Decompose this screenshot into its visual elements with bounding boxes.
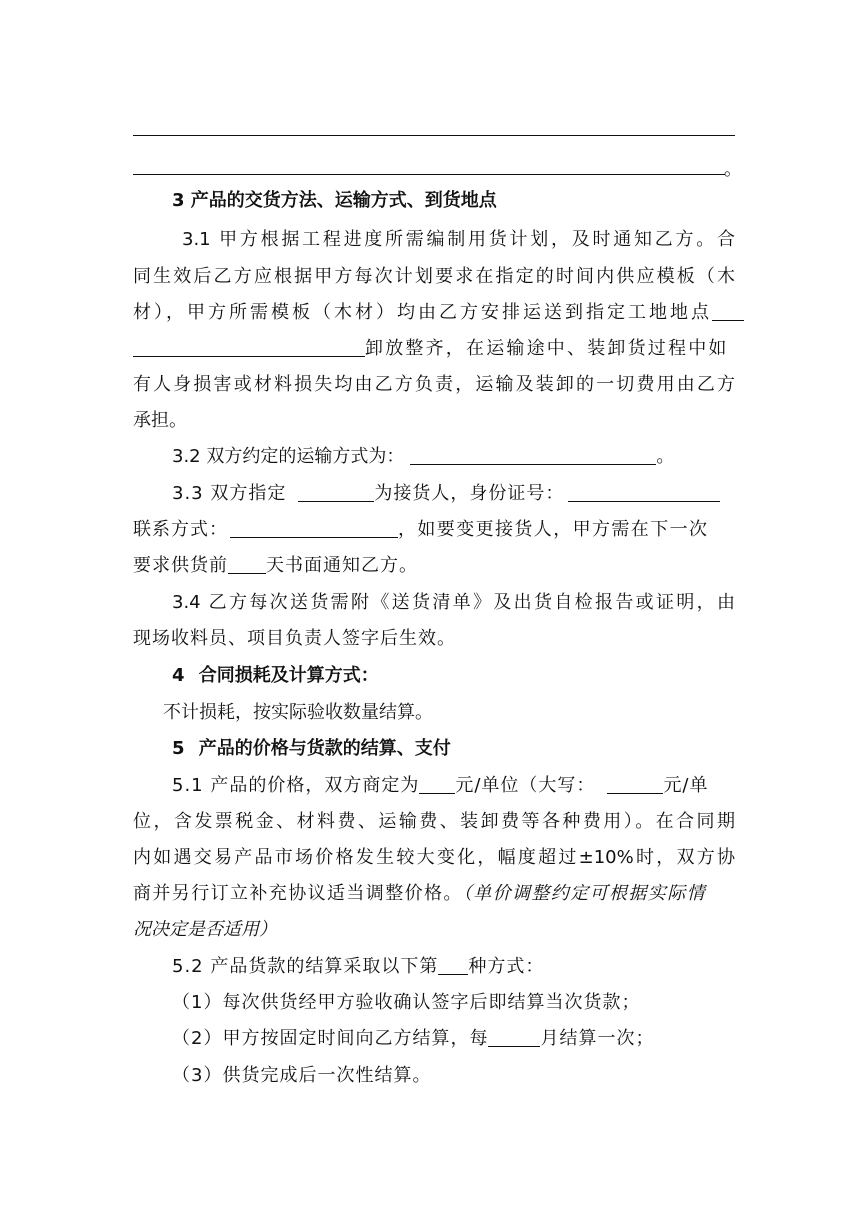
p51-line-3: 内如遇交易产品市场价格发生较大变化，幅度超过±10%时，双方协 [133, 847, 735, 868]
blank-unit-price [419, 775, 455, 794]
p33-label-4: ，如要变更接货人，甲方需在下一次 [398, 519, 709, 540]
p52-option-2-end: 月结算一次； [540, 1028, 655, 1049]
p31-line-4-text: 卸放整齐，在运输途中、装卸货过程中如 [365, 338, 729, 359]
p52-option-2-text: （2）甲方按固定时间向乙方结算，每 [172, 1028, 489, 1049]
p34-line-1: 3.4 乙方每次送货需附《送货清单》及出货自检报告或证明，由 [172, 592, 735, 613]
p51-label-3: 元/单 [663, 775, 709, 796]
p52-label-1: 5.2 产品货款的结算采取以下第 [172, 956, 439, 977]
blank-line-top-1 [133, 135, 735, 136]
p52-line-1 [172, 954, 544, 980]
p32-end: 。 [656, 446, 675, 467]
p33-line-1 [172, 481, 720, 507]
p51-label-2: 元/单位（大写： [455, 775, 596, 796]
section-4-body: 不计损耗，按实际验收数量结算。 [163, 702, 433, 723]
blank-unit-price-words [607, 775, 663, 794]
blank-site-address-1 [712, 302, 744, 321]
p31-line-6: 承担。 [133, 410, 187, 431]
p32-label: 3.2 双方约定的运输方式为： [172, 446, 405, 467]
p51-line-4 [133, 881, 706, 907]
blank-contact [230, 519, 398, 538]
p51-label-1: 5.1 产品的价格，双方商定为 [172, 775, 420, 796]
p33-label-1: 3.3 双方指定 [172, 483, 287, 504]
p31-line-5: 有人身损害或材料损失均由乙方负责，运输及装卸的一切费用由乙方 [133, 374, 735, 395]
blank-receiver-name [298, 483, 374, 502]
p33-label-3: 联系方式： [133, 519, 228, 540]
p33-label-2: 为接货人，身份证号： [374, 483, 565, 504]
end-mark: 。 [724, 159, 742, 180]
blank-id-number [568, 483, 720, 502]
p31-line-1: 3.1 甲方根据工程进度所需编制用货计划，及时通知乙方。合 [182, 229, 735, 250]
p33-label-5: 要求供货前 [133, 555, 228, 576]
blank-method-number [438, 956, 468, 975]
p52-option-1: （1）每次供货经甲方验收确认签字后即结算当次货款； [172, 992, 641, 1013]
blank-transport-method [410, 446, 656, 465]
p31-line-4 [133, 336, 729, 362]
section-4-heading: 4 合同损耗及计算方式： [172, 665, 379, 686]
section-5-heading: 5 产品的价格与货款的结算、支付 [172, 738, 451, 759]
p51-text: 商并另行订立补充协议适当调整价格。 [133, 883, 463, 904]
section-3-heading: 3 产品的交货方法、运输方式、到货地点 [172, 190, 497, 211]
blank-site-address-2 [133, 338, 365, 357]
p51-line-2: 位，含发票税金、材料费、运输费、装卸费等各种费用）。在合同期 [133, 811, 735, 832]
p34-line-2: 现场收料员、项目负责人签字后生效。 [133, 628, 456, 649]
blank-notice-days [228, 555, 266, 574]
p52-option-2 [172, 1026, 654, 1052]
p51-line-5: 况决定是否适用） [133, 919, 277, 940]
p32-line [172, 444, 674, 470]
p33-line-2 [133, 517, 708, 543]
p51-line-1 [172, 773, 709, 799]
p51-note-1: （单价调整约定可根据实际情 [462, 883, 707, 904]
p52-label-2: 种方式： [468, 956, 545, 977]
blank-line-top-2 [133, 174, 725, 175]
p31-line-3 [133, 300, 744, 326]
p33-line-3 [133, 553, 418, 579]
p31-line-3-text: 材），甲方所需模板（木材）均由乙方安排运送到指定工地地点 [133, 302, 712, 323]
p33-label-6: 天书面通知乙方。 [266, 555, 418, 576]
p52-option-3: （3）供货完成后一次性结算。 [172, 1065, 432, 1086]
p31-line-2: 同生效后乙方应根据甲方每次计划要求在指定的时间内供应模板（木 [133, 266, 735, 287]
blank-months [488, 1028, 540, 1047]
